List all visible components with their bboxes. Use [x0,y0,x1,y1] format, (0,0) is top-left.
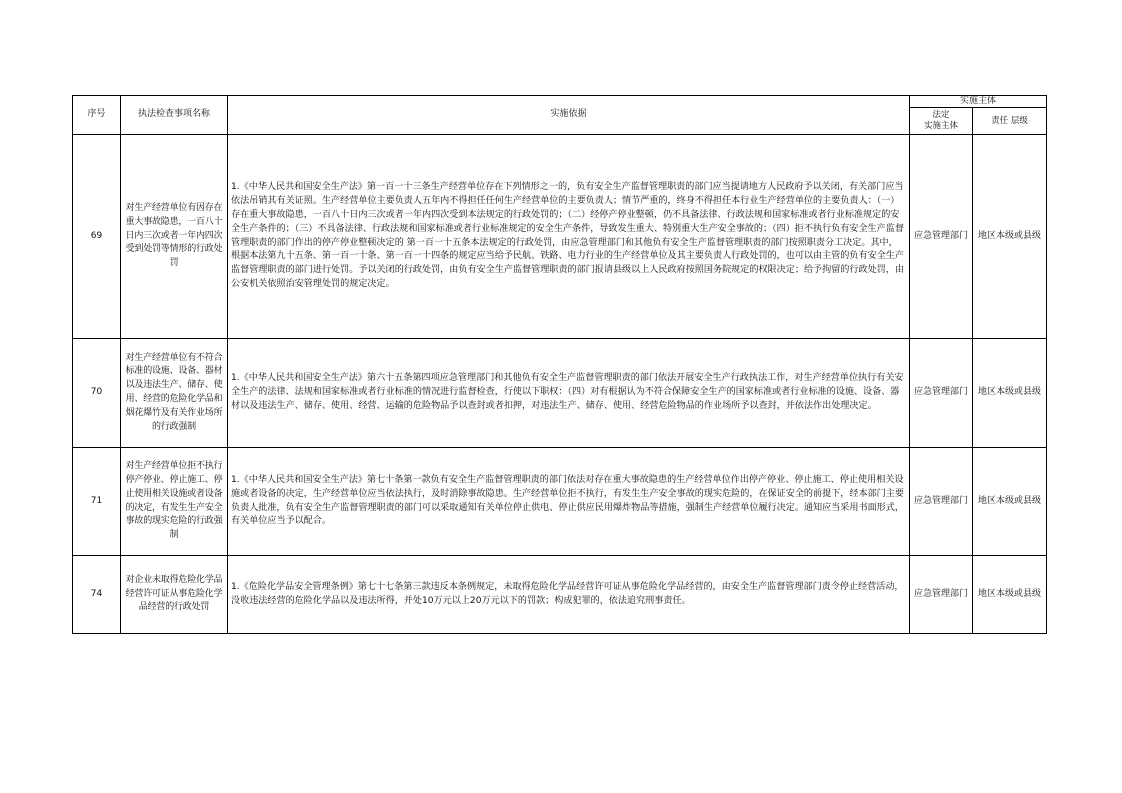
responsible-dept: 应急管理部门 [910,448,973,556]
item-name: 对生产经营单位拒不执行停产停业、停止施工、停止使用相关设施或者设备的决定，有发生生产安全事故的现实危险的行政强制 [121,448,228,556]
responsibility-level: 地区本级或县级 [973,135,1047,339]
item-name: 对生产经营单位有不符合标准的设施、设备、器材以及违法生产、储存、使用、经营的危险化学品和烟花爆竹及有关作业场所的行政强制 [121,339,228,448]
enforcement-table [72,95,1047,634]
table-row [73,339,1047,448]
row-number: 71 [73,448,121,556]
item-name: 对生产经营单位有因存在重大事故隐患，一百八十日内三次或者一年内四次受到处罚等情形的行政处罚 [121,135,228,339]
row-number: 69 [73,135,121,339]
responsible-dept: 应急管理部门 [910,135,973,339]
row-number: 74 [73,556,121,634]
header-basis: 实施依据 [228,96,910,135]
legal-basis: 1.《中华人民共和国安全生产法》第六十五条第四项应急管理部门和其他负有安全生产监督管理职责的部门依法开展安全生产行政执法工作，对生产经营单位执行有关安全生产的法律、法规和国家标准或者行业标准的情况进行监督检查，行使以下职权：（四）对有根据认为不符合保障安全生产的国家标准或者行业标准的设施、设备、器材以及违法生产、储存、使用、经营、运输的危险物品予以查封或者扣押，对违法生产、储存、使用、经营危险物品的作业场所予以查封，并依法作出处理决定。 [228,339,910,448]
legal-basis: 1.《中华人民共和国安全生产法》第七十条第一款负有安全生产监督管理职责的部门依法对存在重大事故隐患的生产经营单位作出停产停业、停止施工、停止使用相关设施或者设备的决定，生产经营单位应当依法执行，及时消除事故隐患。生产经营单位拒不执行，有发生生产安全事故的现实危险的，在保证安全的前提下，经本部门主要负责人批准，负有安全生产监督管理职责的部门可以采取通知有关单位停止供电、停止供应民用爆炸物品等措施，强制生产经营单位履行决定。通知应当采用书面形式，有关单位应当予以配合。 [228,448,910,556]
table-row [73,448,1047,556]
responsibility-level: 地区本级或县级 [973,339,1047,448]
legal-basis: 1.《中华人民共和国安全生产法》第一百一十三条生产经营单位存在下列情形之一的，负有安全生产监督管理职责的部门应当提请地方人民政府予以关闭，有关部门应当依法吊销其有关证照。生产经营单位主要负责人五年内不得担任任何生产经营单位的主要负责人；情节严重的，终身不得担任本行业生产经营单位的主要负责人：（一）存在重大事故隐患，一百八十日内三次或者一年内四次受到本法规定的行政处罚的；（二）经停产停业整顿，仍不具备法律、行政法规和国家标准或者行业标准规定的安全生产条件的；（三）不具备法律、行政法规和国家标准或者行业标准规定的安全生产条件，导致发生重大、特别重大生产安全事故的；（四）拒不执行负有安全生产监督管理职责的部门作出的停产停业整顿决定的 第一百一十五条本法规定的行政处罚，由应急管理部门和其他负有安全生产监督管理职责的部门按照职责分工决定。其中，根据本法第九十五条、第一百一十条、第一百一十四条的规定应当给予民航、铁路、电力行业的生产经营单位及其主要负责人行政处罚的，也可以由主管的负有安全生产监督管理职责的部门进行处罚。予以关闭的行政处罚，由负有安全生产监督管理职责的部门报请县级以上人民政府按照国务院规定的权限决定；给予拘留的行政处罚，由公安机关依照治安管理处罚的规定决定。 [228,135,910,339]
responsible-dept: 应急管理部门 [910,556,973,634]
header-dept: 法定 实施主体 [910,108,973,135]
table-row [73,135,1047,339]
header-subject: 实施主体 [910,96,1047,108]
header-name: 执法检查事项名称 [121,96,228,135]
responsibility-level: 地区本级或县级 [973,556,1047,634]
item-name: 对企业未取得危险化学品经营许可证从事危险化学品经营的行政处罚 [121,556,228,634]
header-no: 序号 [73,96,121,135]
row-number: 70 [73,339,121,448]
responsibility-level: 地区本级或县级 [973,448,1047,556]
responsible-dept: 应急管理部门 [910,339,973,448]
legal-basis: 1.《危险化学品安全管理条例》第七十七条第三款违反本条例规定，未取得危险化学品经营许可证从事危险化学品经营的，由安全生产监督管理部门责令停止经营活动，没收违法经营的危险化学品以及违法所得，并处10万元以上20万元以下的罚款；构成犯罪的，依法追究刑事责任。 [228,556,910,634]
table-row [73,556,1047,634]
header-level: 责任 层级 [973,108,1047,135]
